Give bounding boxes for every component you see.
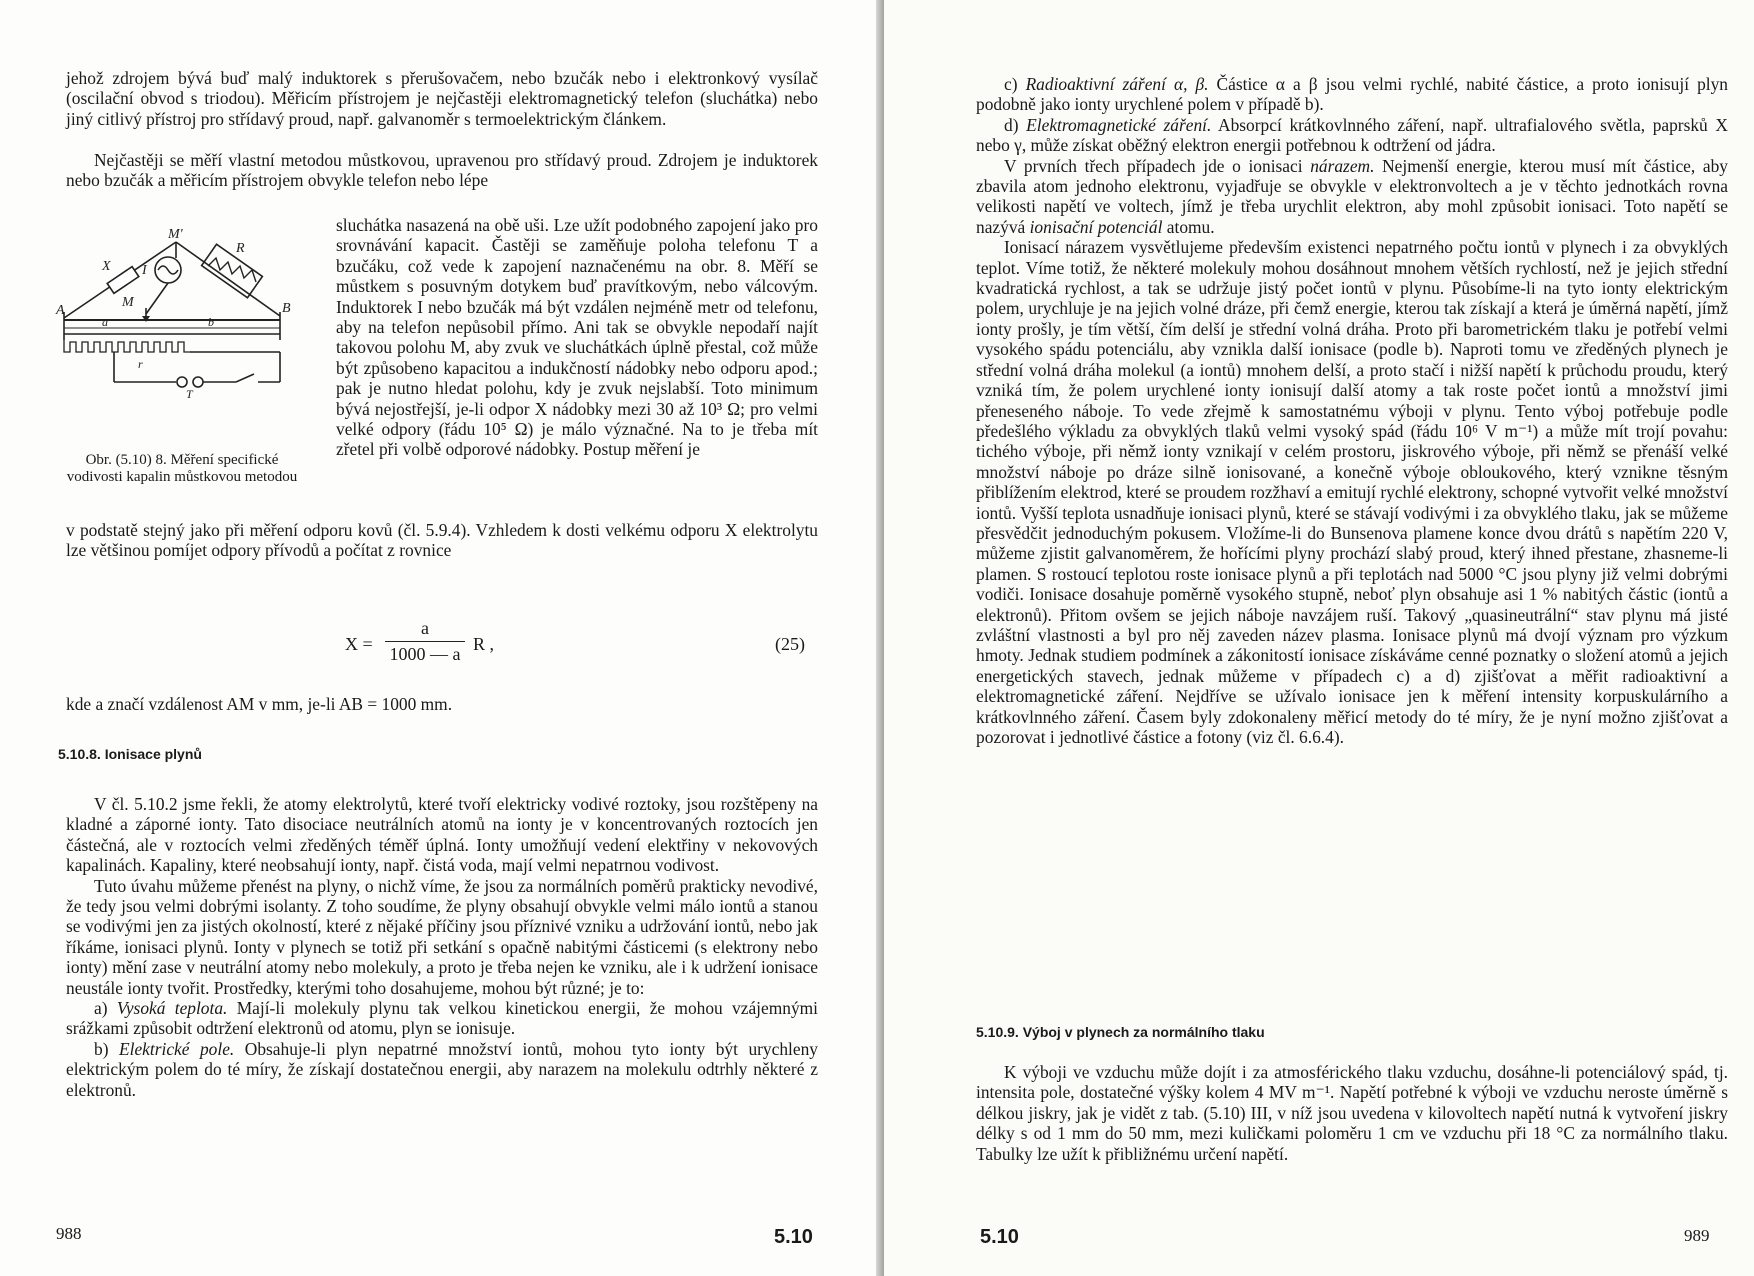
impact-emphasis: nárazem.: [1310, 155, 1375, 176]
label-b-segment: b: [208, 315, 214, 329]
section-heading-5-10-9: 5.10.9. Výboj v plynech za normálního tlaku: [976, 1024, 1265, 1040]
after-float-text: v podstatě stejný jako při měření odporu kovů (čl. 5.9.4). Vzhledem k dosti velkému odporu X elektrolytu lze většinou pomíjet odpory přívodů a počítat z rovnice: [66, 520, 818, 561]
after-float-paragraph: [66, 520, 818, 561]
section-paragraph: Tuto úvahu můžeme přenést na plyny, o nichž víme, že jsou za normálních poměrů prakticky nevodivé, že tedy jsou velmi dobrými isolanty. Z toho soudíme, že plyny obsahují obvykle velmi málo iontů a stanou se vodivými jen za jistých okolností, které z nějaké příčiny jsou příznivé vzniku a udržování iontů, nebo jak říkáme, ionisaci plynů. Ionty v plynech se totiž při setkání s opačně nabitými částicemi (s elektrony nebo ionty) mění zase v neutrální atomy nebo molekuly, a proto je třeba nejen ke vzniku, ale i k udržení ionisace neustále ionty tvořit. Prostředky, kterými toho dosahujeme, mohou být různé; je to:: [66, 875, 818, 998]
source-wave: [158, 266, 178, 274]
equation-numerator: a: [385, 618, 465, 642]
label-b-node: B: [282, 301, 291, 316]
list-item-title: Elektromagnetické záření.: [1026, 114, 1212, 135]
equation-rhs: R ,: [473, 634, 495, 654]
label-r-lower: r: [138, 357, 143, 371]
equation-25: [345, 618, 825, 670]
equation-fraction: [385, 618, 465, 665]
where-line: [66, 694, 818, 714]
right-page: [884, 0, 1754, 1276]
r-comb-resistor: [64, 340, 190, 352]
list-item-text: Mají-li molekuly plynu tak velkou kinetickou energii, že mohou vzájemnými srážkami způsobit odtržení elektronů od atomu, plyn se ionisuje.: [66, 998, 818, 1039]
label-m: M: [122, 295, 134, 310]
bridge-circuit-diagram: [56, 227, 330, 440]
list-item-label: c): [1004, 74, 1026, 94]
list-item-label: d): [1004, 114, 1027, 135]
figure-caption: Obr. (5.10) 8. Měření specifické vodivosti kapalin můstkovou metodou: [66, 452, 298, 485]
list-item-title: Radioaktivní záření α, β.: [1025, 74, 1209, 94]
list-item-title: Vysoká teplota.: [116, 998, 228, 1019]
list-item-c: [976, 74, 1728, 115]
page-number-right: 989: [1684, 1226, 1710, 1245]
label-t: T: [186, 387, 193, 401]
long-paragraph: Ionisací nárazem vysvětlujeme především existenci nepatrného počtu iontů v plynech i za obvyklých teplot. Víme totiž, že některé molekuly mohou dosáhnout mnohem větších rychlostí, než je jejich střední kvadratická rychlost, a tak se udržuje jistý počet iontů v plynu. Působíme-li na tyto ionty elektrickým polem, urychluje je na jejich volné dráze, při čemž energie, kterou tak získají a která je úměrná napětí, jímž ionty prošly, je tím větší, čím delší je střední volná dráha. Proto při barometrickém tlaku je potřebí velmi vysokého spádu potenciálu, aby vznikla další ionisace (podle b). Naproti tomu ve zředěných plynech je střední volná dráha molekul (a iontů) mnohem delší, a proto stačí i nižší napětí k průchodu proudu, který vzniká tím, že polem urychlené ionty ionisují další atomy a tak roste počet iontů a množství jimi přeneseného náboje. To vede zřejmě k samostatnému výboji v plynu. Tento výboj potřebuje podle předešlého výkladu za obvyklých tlaků velmi vysoký spád (řádu 10⁶ V m⁻¹) a může mít trojí povahu: tichého výboje, při němž ionty vznikají v celém prostoru, jiskrového výboje, při němž se přenáší velké množství náboje po dráze silně ionisované, a konečně výboje obloukového, který vznikne těsným přiblížením elektrod, které se proudem rozžhaví a emitují rychlé elektrony, schopné vytvořit velké množství iontů. Vyšší teplota usnadňuje ionisaci plynů, které se stávají vodivými i za obvyklého tlaku, jak se můžeme přesvědčit jednoduchým pokusem. Vložíme-li do Bunsenova plamene konce dvou drátů s napětím 220 V, můžeme zjistit galvanoměrem, že hořícími plyny prochází slabý proud, který ihned přestane, zhasneme-li plamen. S rostoucí teplotou roste ionisace plynů a při teplotách nad 5000 °C jsou plyny již velmi dobrými vodiči. Ionisace dosahuje poměrně vysokého stupně, neboť plyn obsahuje asi 1 % nabitých částic (iontů a elektronů). Přitom ovšem se jejich náboje navzájem ruší. Takový „quasineutrální“ stav plynu má jisté zvláštní vlastnosti a byl pro něj zaveden název plasma. Ionisace plynů má dvojí význam pro výzkum hmoty. Jednak studiem podmínek a zákonitostí ionisace získáváme cenné poznatky o složení atomů a jejich energetických stavech, jednak můžeme v případech c) a d) zjišťovat a měřit radioaktivní a elektromagnetické záření. Nejdříve se užívalo ionisace jen k měření intensity korpuskulárního a krátkovlnného záření. Časem byly zdokonaleny měřicí metody do té míry, že je nyní možno zjišťovat a pozorovat i jednotlivé částice a fotony (viz čl. 6.6.4).: [976, 237, 1728, 747]
section-5-10-8-body: [66, 794, 818, 1100]
bridge-paragraph-lead: [66, 150, 818, 191]
x-cell: [107, 267, 139, 294]
impact-text: V prvních třech případech jde o ionisaci: [1004, 155, 1311, 176]
intro-paragraph: [66, 68, 818, 129]
list-item-text: Absorpcí krátkovlnného záření, např. ultrafialového světla, paprsků X nebo γ, může získat oběžný elektron energii potřebnou k odtržení od jádra.: [976, 114, 1728, 156]
section-paragraph: V čl. 5.10.2 jsme řekli, že atomy elektrolytů, které tvoří elektricky vodivé roztoky, jsou rozštěpeny na kladné a záporné ionty. Tato disociace neutrálních atomů na ionty je v koncentrovaných roztocích jen částečná, ale v roztocích velmi zředěných téměř úplná. Ionty umožňují vedení elektřiny v nekovových kapalinách. Kapaliny, které neobsahují ionty, např. čistá voda, mají velmi nepatrnou vodivost.: [66, 794, 818, 876]
r-box: [202, 244, 263, 297]
where-text: kde a značí vzdálenost AM v mm, je-li AB = 1000 mm.: [66, 694, 453, 714]
label-m-prime: M': [168, 227, 183, 242]
label-i: I: [142, 263, 147, 278]
equation-number: (25): [775, 634, 805, 654]
equation-denominator: 1000 — a: [389, 644, 461, 664]
list-item-text: Částice α a β jsou velmi rychlé, nabité částice, a proto ionisují plyn podobně jako ionty urychlené polem v případě b).: [976, 74, 1728, 115]
impact-emphasis: ionisační potenciál: [1029, 216, 1163, 237]
section-5-10-9-body: [976, 1062, 1728, 1164]
list-item-title: Elektrické pole.: [119, 1038, 235, 1059]
switch-arm: [236, 374, 254, 382]
list-item-text: Obsahuje-li plyn nepatrné množství iontů, mohou tyto ionty být urychleny elektrickým polem do té míry, že získají dostatečnou energii, aby narazem na molekulu odtrhly některé z elektronů.: [66, 1038, 818, 1100]
impact-text: Nejmenší energie, kterou musí mít částice, aby zbavila atom jednoho elektronu, vyjadřuje se obvykle v elektronvoltech a je v těchto jednotkách rovna velikosti napětí ve voltech, jímž je třeba urychlit elektron, aby mohl způsobit ionisaci. Toto napětí se nazývá: [976, 155, 1728, 237]
page-number-left: 988: [56, 1224, 82, 1243]
impact-text: atomu.: [1162, 216, 1215, 237]
list-item-a: [66, 998, 818, 1039]
list-item-b: [66, 1039, 818, 1100]
equation-lhs: X =: [345, 634, 373, 654]
bridge-lead-text: Nejčastěji se měří vlastní metodou můstkovou, upravenou pro střídavý proud. Zdrojem je induktorek nebo bzučák a měřicím přístrojem obvykle telefon nebo lépe: [66, 150, 818, 191]
label-r-upper: R: [236, 241, 245, 256]
section-heading-5-10-8: 5.10.8. Ionisace plynů: [58, 746, 202, 762]
label-x: X: [102, 259, 111, 274]
impact-paragraph: [976, 156, 1728, 238]
list-item-label: a): [94, 998, 117, 1019]
section-paragraph: K výboji ve vzduchu může dojít i za atmosférického tlaku vzduchu, dosáhne-li potenciálový spád, tj. intensita pole, dostatečné výšky kolem 4 MV m⁻¹. Napětí potřebné k výboji ve vzduchu neroste úměrně s délkou jiskry, jak je vidět z tab. (5.10) III, v níž jsou uvedena v kilovoltech napětí nutná k vytvoření jiskry délky s od 1 mm do 50 mm, mezi kuličkami poloměru 1 cm ve vzduchu při 18 °C za normálního tlaku. Tabulky lze užít k přibližnému určení napětí.: [976, 1062, 1728, 1164]
float-paragraph: [336, 215, 818, 460]
label-a-segment: a: [102, 315, 108, 329]
telephone-terminal: [177, 377, 187, 387]
intro-text: jehož zdrojem bývá buď malý induktorek s přerušovačem, nebo bzučák nebo i elektronkový vysílač (oscilační obvod s triodou). Měřicím přístrojem je nejčastěji elektromagnetický telefon (sluchátka) nebo jiný citlivý přístroj pro střídavý proud, např. galvanoměr s termoelektrickým článkem.: [66, 68, 818, 129]
list-item-label: b): [94, 1038, 119, 1059]
section-marker-right: 5.10: [980, 1226, 1019, 1248]
list-item-d: [976, 115, 1728, 156]
label-a-node: A: [56, 303, 65, 318]
right-page-body: [976, 74, 1728, 747]
float-text: sluchátka nasazená na obě uši. Lze užít podobného zapojení jako pro srovnávání kapacit. Častěji se zaměňuje poloha telefonu T a bzučáku, což vede k zapojení naznačenému na obr. 8. Měří se můstkem s posuvným dotykem buď pravítkovým, nebo válcovým. Induktorek I nebo bzučák má být vzdálen nejméně metr od telefonu, aby na telefon nepůsobil přímo. Ani tak se obvykle nepodaří najít takovou polohu M, aby zvuk ve sluchátkách úplně přestal, což může být způsobeno kapacitou a indukčností nádobky nebo odporu apod.; pak je nutno hledat polohu, kdy je zvuk nejslabší. Toto minimum bývá nejostřejší, je-li odpor X nádobky mezi 30 až 10³ Ω; pro velmi velké odpory (řádu 10⁵ Ω) je málo význačné. Na to je třeba mít zřetel při volbě odporové nádobky. Postup měření je: [336, 215, 818, 460]
section-marker-left: 5.10: [774, 1226, 813, 1248]
